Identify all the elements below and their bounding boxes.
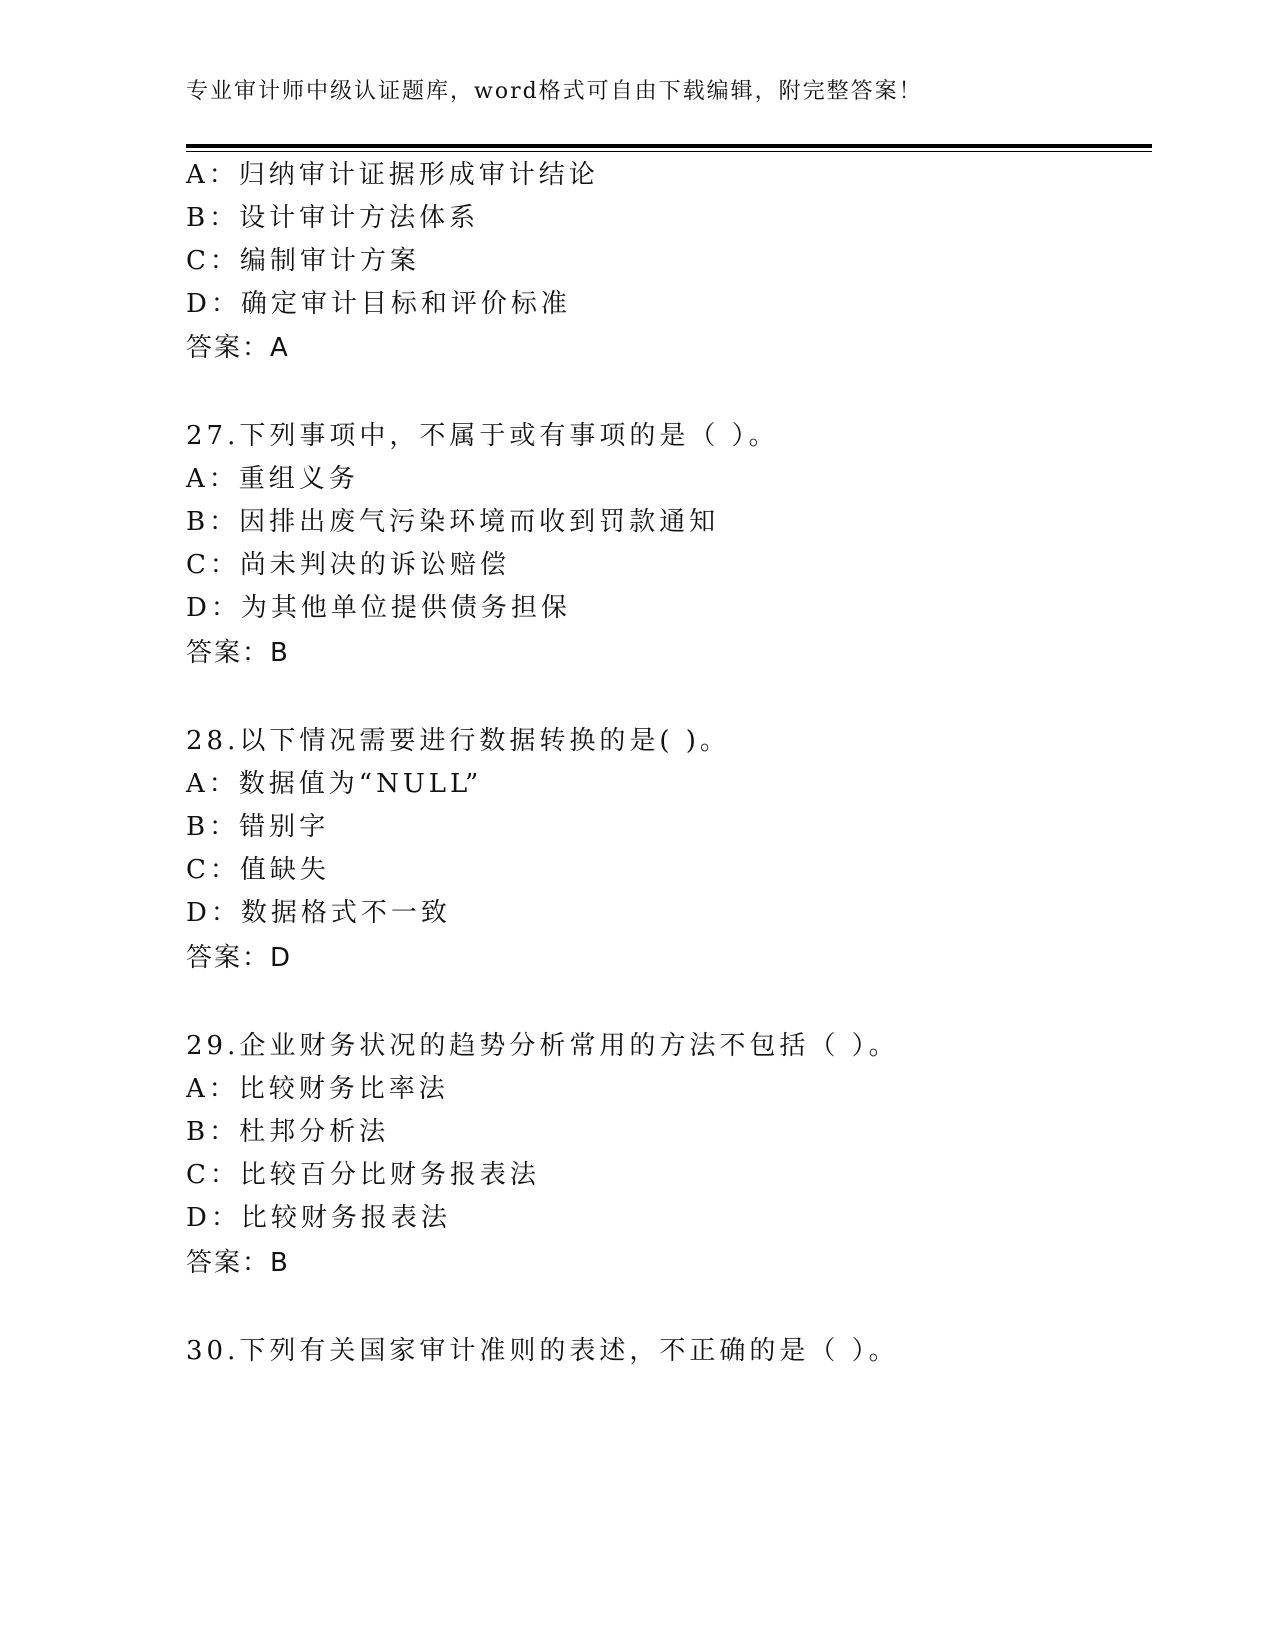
header-rule-thick — [186, 144, 1152, 148]
q29-option-a: A：比较财务比率法 — [186, 1074, 449, 1104]
q26-option-a: A：归纳审计证据形成审计结论 — [186, 160, 599, 190]
page-header: 专业审计师中级认证题库，word格式可自由下载编辑，附完整答案！ — [186, 79, 923, 104]
q26-option-c: C：编制审计方案 — [186, 246, 420, 276]
q27-stem: 27.下列事项中，不属于或有事项的是（ ）。 — [186, 421, 779, 451]
q29-option-c: C：比较百分比财务报表法 — [186, 1160, 540, 1190]
q26-answer: 答案：A — [186, 333, 290, 363]
q27-option-a: A：重组义务 — [186, 464, 359, 494]
q28-option-d: D：数据格式不一致 — [186, 898, 451, 928]
q26-option-b: B：设计审计方法体系 — [186, 203, 480, 233]
q27-option-b: B：因排出废气污染环境而收到罚款通知 — [186, 507, 720, 537]
q27-answer: 答案：B — [186, 638, 290, 668]
q28-option-b: B：错别字 — [186, 812, 330, 842]
q28-answer: 答案：D — [186, 943, 293, 973]
q27-option-c: C：尚未判决的诉讼赔偿 — [186, 550, 510, 580]
header-rule-thin — [186, 151, 1152, 152]
q30-stem: 30.下列有关国家审计准则的表述，不正确的是（ ）。 — [186, 1336, 899, 1366]
q26-option-d: D：确定审计目标和评价标准 — [186, 289, 571, 319]
q27-option-d: D：为其他单位提供债务担保 — [186, 593, 571, 623]
q28-stem: 28.以下情况需要进行数据转换的是( )。 — [186, 726, 730, 756]
q29-option-d: D：比较财务报表法 — [186, 1203, 451, 1233]
q29-option-b: B：杜邦分析法 — [186, 1117, 390, 1147]
q28-option-c: C：值缺失 — [186, 855, 330, 885]
q29-answer: 答案：B — [186, 1248, 290, 1278]
q28-option-a: A：数据值为“NULL” — [186, 769, 483, 799]
q29-stem: 29.企业财务状况的趋势分析常用的方法不包括（ ）。 — [186, 1031, 899, 1061]
